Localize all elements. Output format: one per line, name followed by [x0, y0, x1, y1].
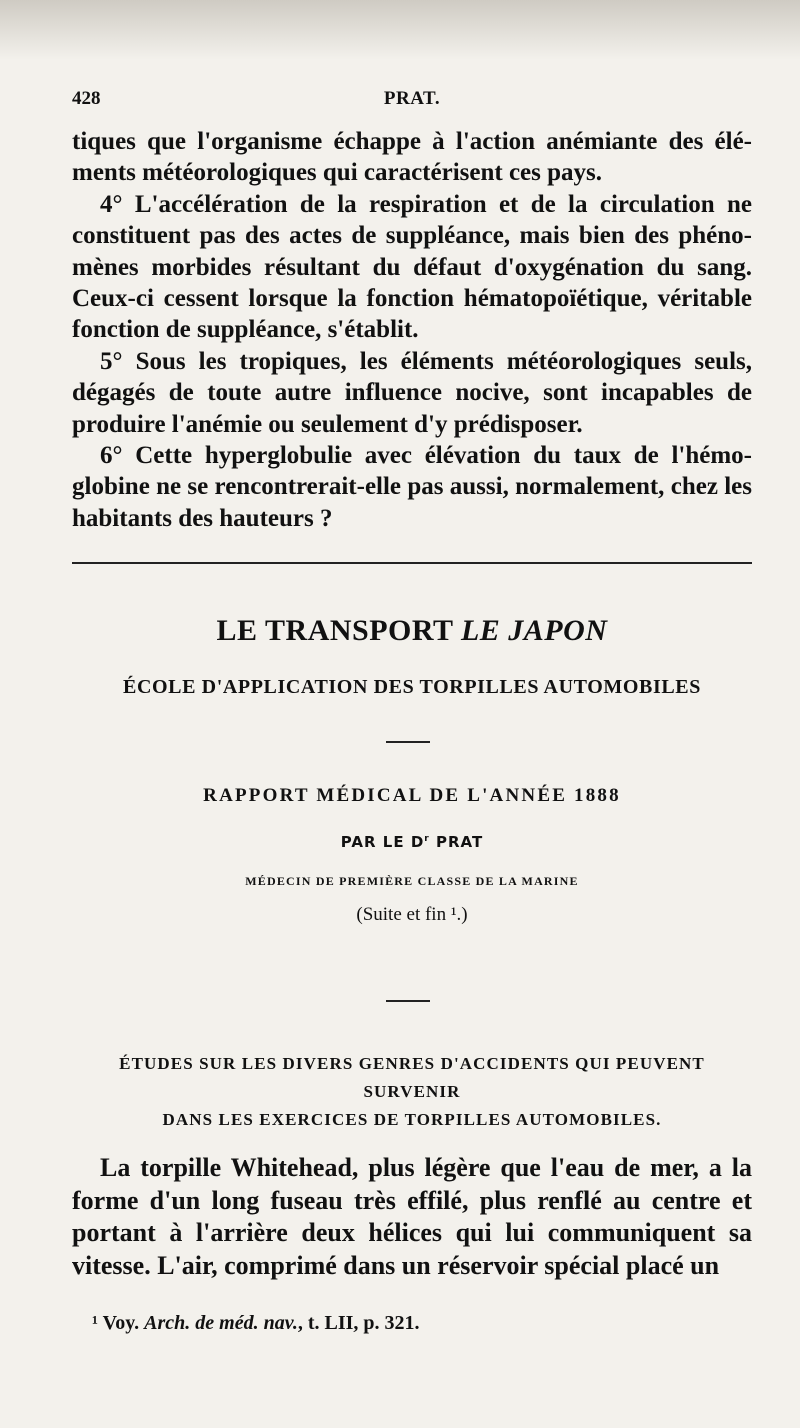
footnote-marker: ¹: [92, 1312, 98, 1334]
report-title: RAPPORT MÉDICAL DE L'ANNÉE 1888: [203, 785, 621, 806]
short-rule: [386, 1000, 430, 1002]
paragraph-point-6: 6° Cette hyperglobulie avec élévation du taux de l'hémoglobine ne se rencontrerait-elle pas aussi, normalement, chez les habitants des hauteurs ?: [72, 442, 752, 532]
paragraph-point-4: 4° L'accélération de la respiration et de la circulation ne constituent pas des actes de suppléance, mais bien des phénomènes morbides résultant du défaut d'oxygénation du sang. Ceux-ci cessent lorsque la fonction hématopoïétique, véritable fonction de suppléance, s'établit.: [72, 190, 752, 344]
author-role: MÉDECIN DE PREMIÈRE CLASSE DE LA MARINE: [245, 874, 579, 888]
author-line: [72, 833, 752, 851]
article-title: [72, 614, 752, 648]
running-head: PRAT.: [383, 88, 441, 109]
page-number: 428: [72, 88, 101, 109]
section-heading-line: ÉTUDES SUR LES DIVERS GENRES D'ACCIDENTS QUI PEUVENT SURVENIR: [119, 1054, 705, 1101]
footnote-prefix: Voy.: [98, 1312, 145, 1334]
short-rule: [386, 741, 430, 743]
suite-note: (Suite et fin ¹.): [356, 904, 468, 925]
paragraph-continuation: tiques que l'organisme échappe à l'action anémiante des éléments météorologiques qui caractérisent ces pays.: [72, 128, 752, 187]
footnote: [92, 1312, 752, 1335]
article-subtitle: ÉCOLE D'APPLICATION DES TORPILLES AUTOMOBILES: [123, 676, 701, 698]
article-title-prefix: LE TRANSPORT: [216, 614, 461, 647]
author-prefix: PAR LE D: [340, 833, 425, 851]
section-heading-line: DANS LES EXERCICES DE TORPILLES AUTOMOBILES.: [162, 1110, 662, 1129]
section-divider: [72, 562, 752, 564]
footnote-suffix: , t. LII, p. 321.: [297, 1312, 420, 1334]
author-sup: r: [424, 834, 430, 844]
article-title-ship: LE JAPON: [460, 614, 608, 647]
author-name: PRAT: [429, 833, 484, 851]
page-header: [72, 88, 752, 120]
paragraph-torpedo: La torpille Whitehead, plus légère que l'eau de mer, a la forme d'un long fuseau très effilé, plus renflé au centre et portant à l'arrière deux hélices qui lui communiquent sa vitesse. L'air, comprimé dans un réservoir spécial placé un: [72, 1153, 752, 1280]
scan-shadow: [0, 0, 800, 60]
top-text-block: [72, 126, 752, 534]
paragraph-point-5: 5° Sous les tropiques, les éléments météorologiques seuls, dégagés de toute autre influence nocive, sont incapables de produire l'anémie ou seulement d'y prédisposer.: [72, 347, 752, 438]
bottom-text-block: [72, 1152, 752, 1282]
footnote-journal: Arch. de méd. nav.: [144, 1312, 298, 1334]
section-heading: [72, 1050, 752, 1134]
